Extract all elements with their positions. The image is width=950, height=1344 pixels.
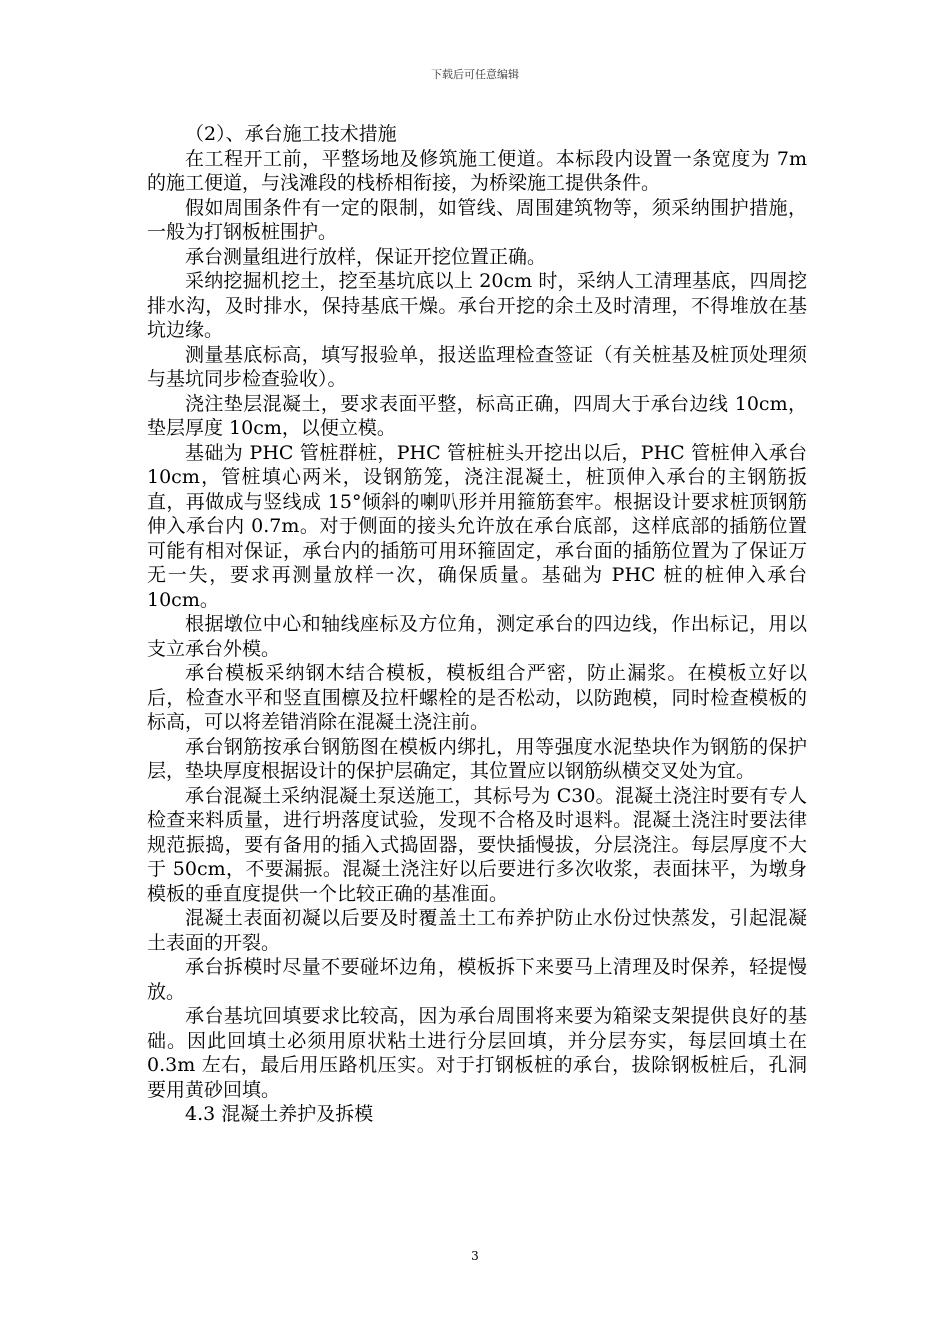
paragraph: 承台模板采纳钢木结合模板，模板组合严密，防止漏浆。在模板立好以后，检查水平和竖直围檩及拉杆螺栓的是否松动，以防跑模，同时检查模板的标高，可以将差错消除在混凝土浇注前。: [147, 662, 807, 733]
paragraph: 测量基底标高，填写报验单，报送监理检查签证（有关桩基及桩顶处理须与基坑同步检查验收）。: [147, 343, 807, 390]
section-heading: （2）、承台施工技术措施: [185, 123, 397, 145]
paragraph: 承台基坑回填要求比较高，因为承台周围将来要为箱梁支架提供良好的基础。因此回填土必须用原状粘土进行分层回填，并分层夯实，每层回填土在 0.3m 左右，最后用压路机压实。对于打钢板桩的承台，拔除钢板桩后，孔洞要用黄砂回填。: [147, 1005, 807, 1101]
section-heading: 4.3 混凝土养护及拆模: [185, 1103, 374, 1125]
paragraph: 假如周围条件有一定的限制，如管线、周围建筑物等，须采纳围护措施，一般为打钢板桩围护。: [147, 196, 807, 243]
paragraph: 承台测量组进行放样，保证开挖位置正确。: [185, 245, 547, 268]
paragraph: 采纳挖掘机挖土，挖至基坑底以上 20cm 时，采纳人工清理基底，四周挖排水沟，及时排水，保持基底干燥。承台开挖的余土及时清理，不得堆放在基坑边缘。: [147, 270, 807, 341]
paragraph: 承台混凝土采纳混凝土泵送施工，其标号为 C30。混凝土浇注时要有专人检查来料质量，进行坍落度试验，发现不合格及时退料。混凝土浇注时要法律规范振捣，要有备用的插入式捣固器，要快插慢拔，分层浇注。每层厚度不大于 50cm，不要漏振。混凝土浇注好以后要进行多次收浆，表面抹平，为墩身模板的垂直度提供一个比较正确的基准面。: [147, 784, 807, 905]
page-header: 下载后可任意编辑: [431, 68, 519, 81]
paragraph: 基础为 PHC 管桩群桩，PHC 管桩桩头开挖出以后，PHC 管桩伸入承台 10cm，管桩填心两米，设钢筋笼，浇注混凝土，桩顶伸入承台的主钢筋扳直，再做成与竖线成 15°倾斜的喇叭形并用箍筋套牢。根据设计要求桩顶钢筋伸入承台内 0.7m。对于侧面的接头允许放在承台底部，这样底部的插筋位置可能有相对保证，承台内的插筋可用环箍固定，承台面的插筋位置为了保证万无一失，要求再测量放样一次，确保质量。基础为 PHC 桩的桩伸入承台 10cm。: [147, 441, 807, 611]
paragraph: 根据墩位中心和轴线座标及方位角，测定承台的四边线，作出标记，用以支立承台外模。: [147, 613, 807, 660]
paragraph: 浇注垫层混凝土，要求表面平整，标高正确，四周大于承台边线 10cm，垫层厚度 10cm，以便立模。: [147, 392, 807, 439]
paragraph: 混凝土表面初凝以后要及时覆盖土工布养护防止水份过快蒸发，引起混凝土表面的开裂。: [147, 907, 807, 954]
document-body: [147, 122, 807, 1127]
page-number: 3: [471, 1249, 479, 1263]
paragraph: 承台拆模时尽量不要碰坏边角，模板拆下来要马上清理及时保养，轻提慢放。: [147, 956, 807, 1003]
paragraph: 承台钢筋按承台钢筋图在模板内绑扎，用等强度水泥垫块作为钢筋的保护层，垫块厚度根据设计的保护层确定，其位置应以钢筋纵横交叉处为宜。: [147, 735, 807, 782]
paragraph: 在工程开工前，平整场地及修筑施工便道。本标段内设置一条宽度为 7m 的施工便道，与浅滩段的栈桥相衔接，为桥梁施工提供条件。: [147, 147, 807, 194]
